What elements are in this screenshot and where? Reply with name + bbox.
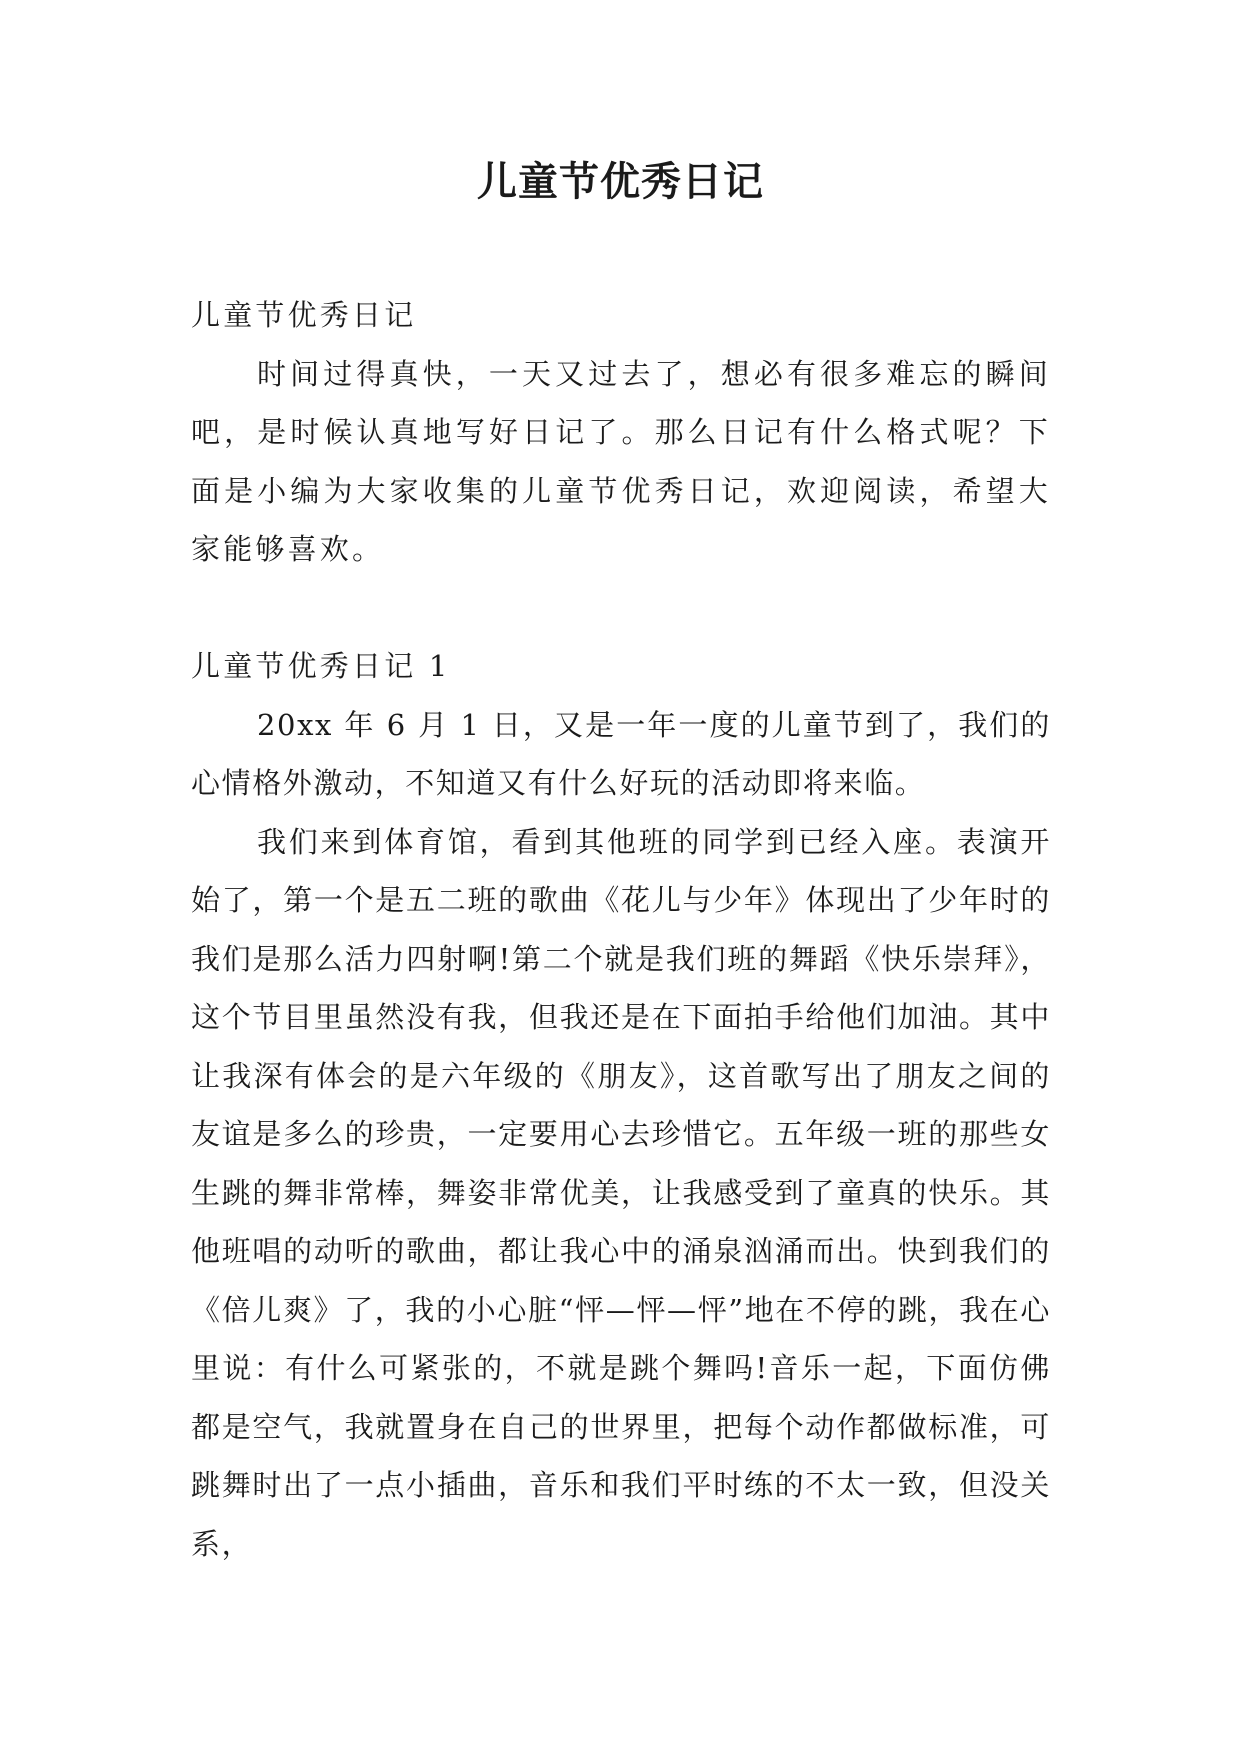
intro-heading: 儿童节优秀日记 (191, 298, 417, 332)
section1-paragraph-2: 我们来到体育馆，看到其他班的同学到已经入座。表演开始了，第一个是五二班的歌曲《花儿与少年》体现出了少年时的我们是那么活力四射啊!第二个就是我们班的舞蹈《快乐崇拜》，这个节目里虽然没有我，但我还是在下面拍手给他们加油。其中让我深有体会的是六年级的《朋友》，这首歌写出了朋友之间的友谊是多么的珍贵，一定要用心去珍惜它。五年级一班的那些女生跳的舞非常棒，舞姿非常优美，让我感受到了童真的快乐。其他班唱的动听的歌曲，都让我心中的涌泉汹涌而出。快到我们的《倍儿爽》了，我的小心脏“怦—怦—怦”地在不停的跳，我在心里说：有什么可紧张的，不就是跳个舞吗!音乐一起，下面仿佛都是空气，我就置身在自己的世界里，把每个动作都做标准，可跳舞时出了一点小插曲，音乐和我们平时练的不太一致，但没关系， (191, 824, 1051, 1561)
section1-paragraph-1: 20xx 年 6 月 1 日，又是一年一度的儿童节到了，我们的心情格外激动，不知道又有什么好玩的活动即将来临。 (191, 707, 1051, 800)
section1-heading: 儿童节优秀日记 1 (191, 649, 451, 683)
document-title: 儿童节优秀日记 (477, 159, 764, 205)
section-spacer (191, 579, 1051, 638)
intro-paragraph: 时间过得真快，一天又过去了，想必有很多难忘的瞬间吧，是时候认真地写好日记了。那么日记有什么格式呢？下面是小编为大家收集的儿童节优秀日记，欢迎阅读，希望大家能够喜欢。 (191, 356, 1051, 566)
document-body (191, 286, 1051, 1573)
